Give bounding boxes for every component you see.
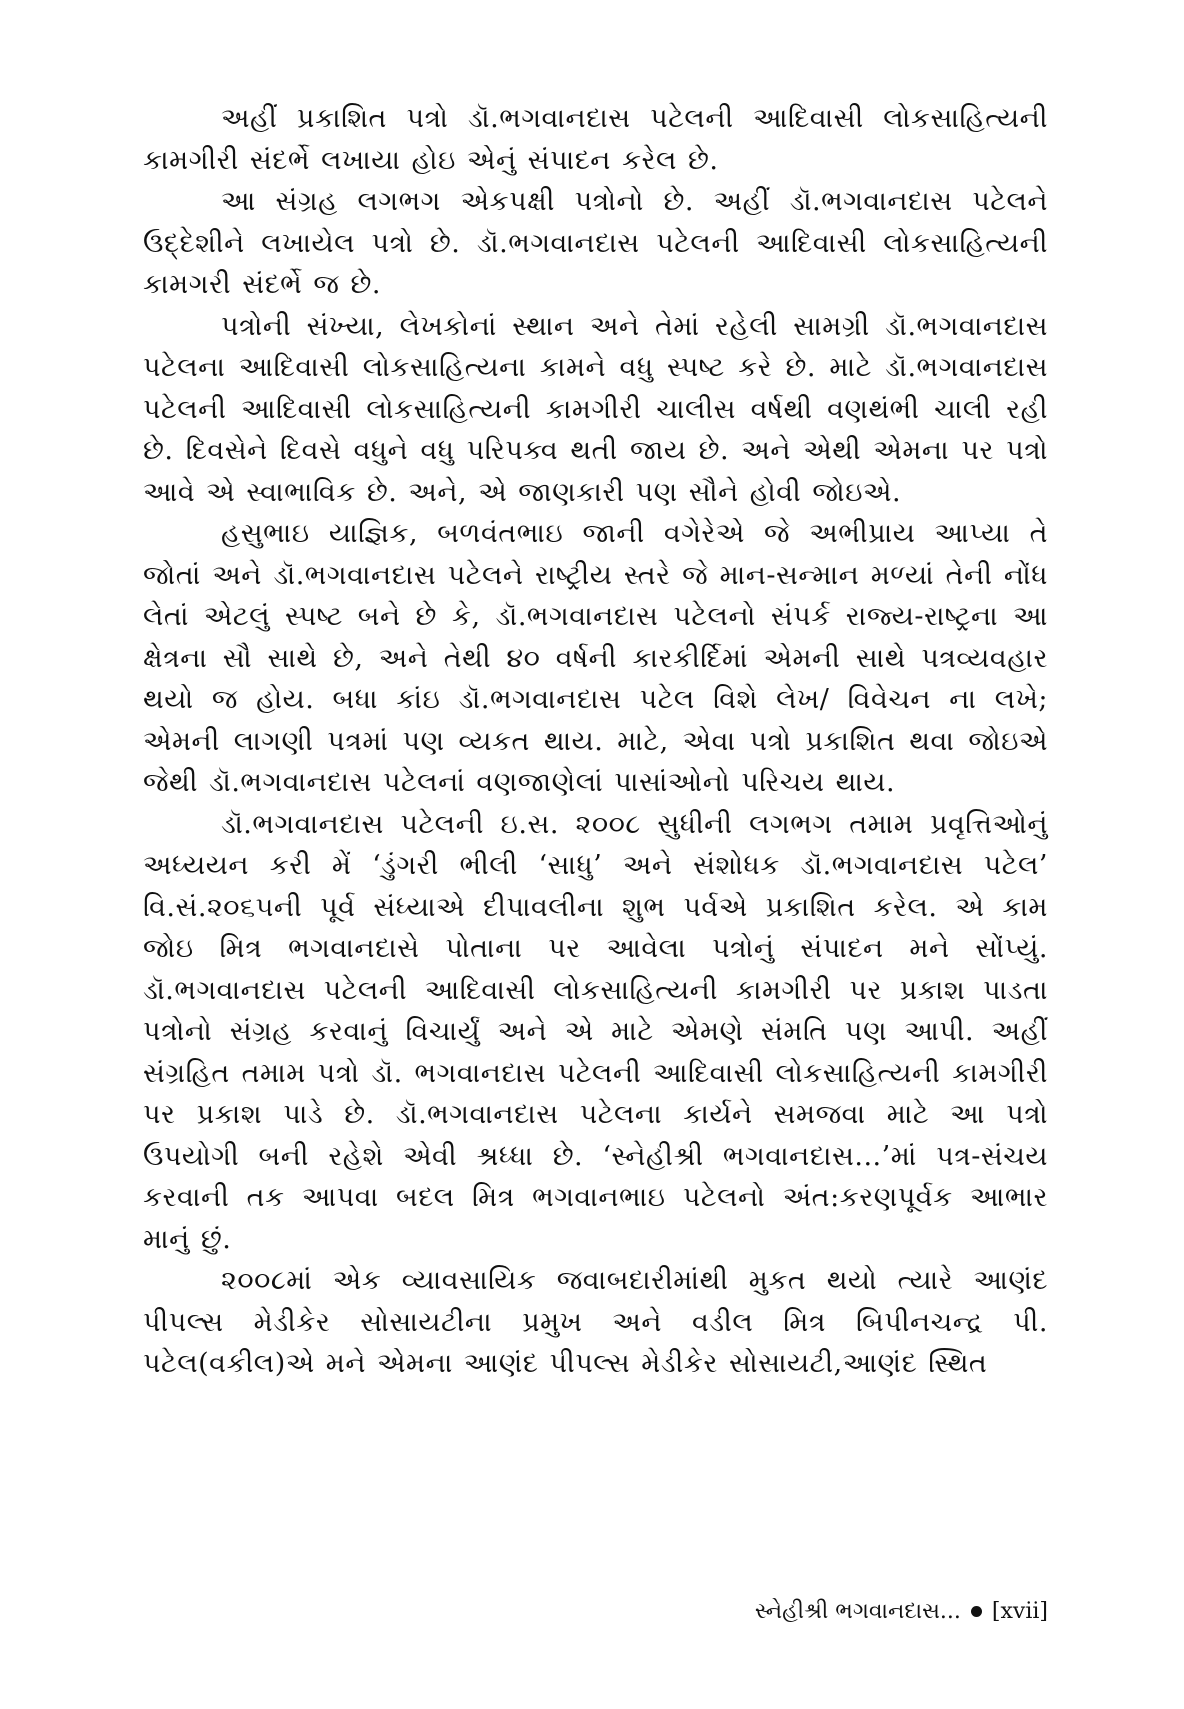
footer-title: સ્નેહીશ્રી ભગવાનદાસ... xyxy=(754,1599,961,1624)
paragraph-5: ડૉ.ભગવાનદાસ પટેલની ઇ.સ. ૨૦૦૮ સુધીની લગભગ તમામ પ્રવૃત્તિઓનું અધ્યયન કરી મેં ‘ડુંગરી ભીલી ‘સાધુ’ અને સંશોધક ડૉ.ભગવાનદાસ પટેલ’ વિ.સં.૨૦૬૫ની પૂર્વ સંધ્યાએ દીપાવલીના શુભ પર્વએ પ્રકાશિત કરેલ. એ કામ જોઇ મિત્ર ભગવાનદાસે પોતાના પર આવેલા પત્રોનું સંપાદન મને સોંપ્યું. ડૉ.ભગવાનદાસ પટેલની આદિવાસી લોકસાહિત્યની કામગીરી પર પ્રકાશ પાડતા પત્રોનો સંગ્રહ કરવાનું વિચાર્યું અને એ માટે એમણે સંમતિ પણ આપી. અહીં સંગ્રહિત તમામ પત્રો ડૉ. ભગવાનદાસ પટેલની આદિવાસી લોકસાહિત્યની કામગીરી પર પ્રકાશ પાડે છે. ડૉ.ભગવાનદાસ પટેલના કાર્યને સમજવા માટે આ પત્રો ઉપયોગી બની રહેશે એવી શ્રધ્ધા છે. ‘સ્નેહીશ્રી ભગવાનદાસ...’માં પત્ર-સંચય કરવાની તક આપવા બદલ મિત્ર ભગવાનભાઇ પટેલનો અંત:કરણપૂર્વક આભાર માનું છું. xyxy=(143,808,1048,1255)
page-footer xyxy=(755,1599,1048,1624)
paragraph-6: ૨૦૦૮માં એક વ્યાવસાયિક જવાબદારીમાંથી મુકત થયો ત્યારે આણંદ પીપલ્સ મેડીકેર સોસાયટીના પ્રમુખ અને વડીલ મિત્ર બિપીનચન્દ્ર પી. પટેલ(વકીલ)એ મને એમના આણંદ પીપલ્સ મેડીકેર સોસાયટી,આણંદ સ્થિત xyxy=(143,1265,1048,1379)
page-body xyxy=(143,98,1048,1385)
paragraph-3: પત્રોની સંખ્યા, લેખકોનાં સ્થાન અને તેમાં રહેલી સામગ્રી ડૉ.ભગવાનદાસ પટેલના આદિવાસી લોકસાહિત્યના કામને વધુ સ્પષ્ટ કરે છે. માટે ડૉ.ભગવાનદાસ પટેલની આદિવાસી લોકસાહિત્યની કામગીરી ચાલીસ વર્ષથી વણથંભી ચાલી રહી છે. દિવસેને દિવસે વધુને વધુ પરિપક્વ થતી જાય છે. અને એથી એમના પર પત્રો આવે એ સ્વાભાવિક છે. અને, એ જાણકારી પણ સૌને હોવી જોઇએ. xyxy=(143,310,1048,508)
paragraph-4: હસુભાઇ યાજ્ઞિક, બળવંતભાઇ જાની વગેરેએ જે અભીપ્રાય આપ્યા તે જોતાં અને ડૉ.ભગવાનદાસ પટેલને રાષ્ટ્રીય સ્તરે જે માન-સન્માન મળ્યાં તેની નોંધ લેતાં એટલું સ્પષ્ટ બને છે કે, ડૉ.ભગવાનદાસ પટેલનો સંપર્ક રાજ્ય-રાષ્ટ્રના આ ક્ષેત્રના સૌ સાથે છે, અને તેથી ૪૦ વર્ષની કારકીર્દિમાં એમની સાથે પત્રવ્યવહાર થયો જ હોય. બધા કાંઇ ડૉ.ભગવાનદાસ પટેલ વિશે લેખ/ વિવેચન ના લખે; એમની લાગણી પત્રમાં પણ વ્યકત થાય. માટે, એવા પત્રો પ્રકાશિત થવા જોઇએ જેથી ડૉ.ભગવાનદાસ પટેલનાં વણજાણેલાં પાસાંઓનો પરિચય થાય. xyxy=(143,518,1048,798)
paragraph-1: અહીં પ્રકાશિત પત્રો ડૉ.ભગવાનદાસ પટેલની આદિવાસી લોકસાહિત્યની કામગીરી સંદર્ભે લખાયા હોઇ એનું સંપાદન કરેલ છે. xyxy=(143,103,1048,176)
page-number: [xvii] xyxy=(991,1599,1048,1624)
bullet-icon xyxy=(971,1606,982,1617)
paragraph-2: આ સંગ્રહ લગભગ એકપક્ષી પત્રોનો છે. અહીં ડૉ.ભગવાનદાસ પટેલને ઉદ્દેશીને લખાયેલ પત્રો છે. ડૉ.ભગવાનદાસ પટેલની આદિવાસી લોકસાહિત્યની કામગરી સંદર્ભે જ છે. xyxy=(143,186,1048,300)
